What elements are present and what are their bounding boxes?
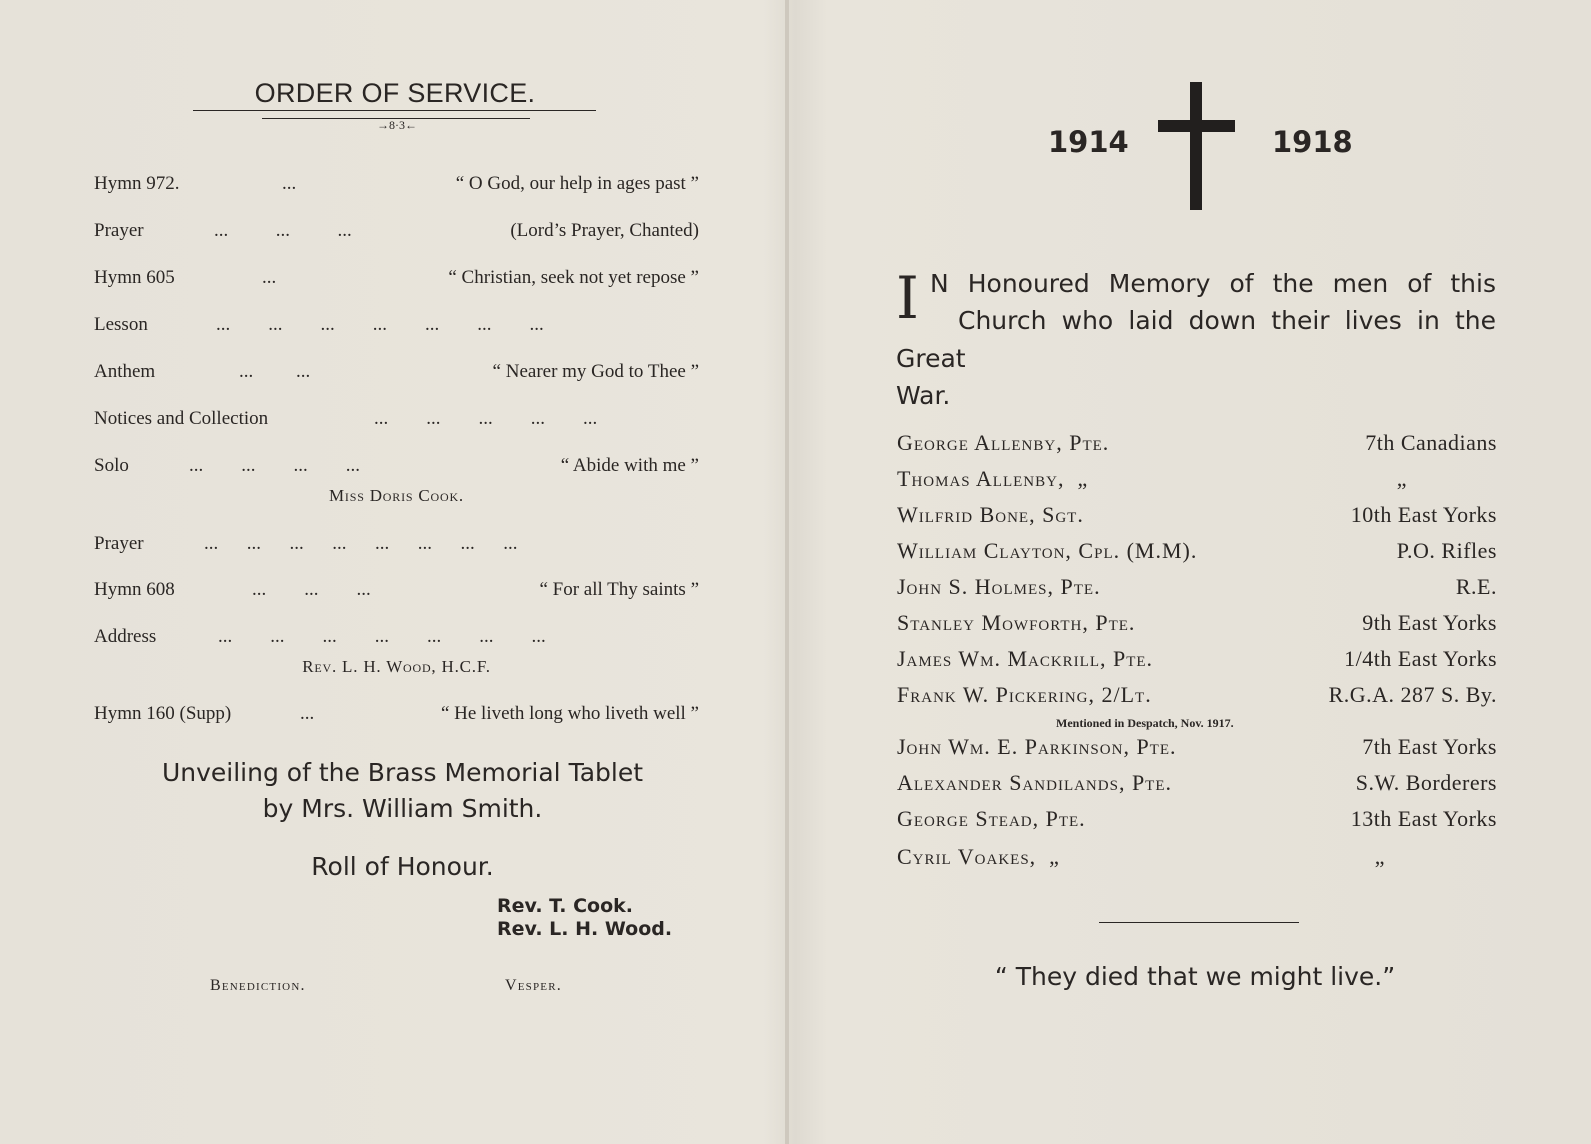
roll-entry — [897, 646, 1497, 676]
leader-dots: ... ... ... ... ... ... ... — [218, 626, 546, 647]
cross-icon — [1190, 82, 1202, 210]
memorial-quote: “ They died that we might live.” — [994, 962, 1396, 991]
leader-dots: ... ... ... ... — [189, 455, 360, 476]
service-item-label: Lesson — [94, 314, 148, 335]
service-item-label: Hymn 160 (Supp) — [94, 703, 232, 724]
solo-performer: Miss Doris Cook. — [329, 486, 464, 505]
soldier-name: Wilfrid Bone, Sgt. — [897, 502, 1084, 527]
soldier-name: James Wm. Mackrill, Pte. — [897, 646, 1154, 671]
roll-entry — [897, 574, 1497, 604]
service-item — [94, 267, 699, 293]
soldier-name: William Clayton, Cpl. (M.M). — [897, 538, 1198, 563]
order-of-service-title: ORDER OF SERVICE. — [254, 78, 536, 108]
year-start: 1914 — [1048, 125, 1129, 159]
service-item-value: “ He liveth long who liveth well ” — [440, 703, 699, 724]
service-item — [94, 314, 699, 340]
leader-dots: ... — [262, 267, 277, 288]
clergy-list — [497, 895, 672, 941]
leader-dots: ... — [300, 703, 315, 724]
service-item-label: Hymn 608 — [94, 579, 175, 600]
soldier-name: John S. Holmes, Pte. — [897, 574, 1101, 599]
roll-entry — [897, 610, 1497, 640]
service-item — [94, 579, 699, 605]
service-item — [94, 173, 699, 199]
dedication-line: Church who laid down their lives in the — [958, 306, 1496, 335]
clergy-name: Rev. L. H. Wood. — [497, 918, 673, 940]
roll-entry — [897, 466, 1497, 496]
roll-entry — [897, 430, 1497, 460]
roll-of-honour-heading: Roll of Honour. — [311, 852, 494, 881]
service-item-value: “ Christian, seek not yet repose ” — [448, 267, 699, 288]
soldier-name: George Stead, Pte. — [897, 806, 1086, 831]
service-item-label: Prayer — [94, 533, 144, 554]
soldier-unit: „ — [1396, 466, 1407, 491]
vesper: Vesper. — [505, 977, 562, 994]
leader-dots: ... ... ... ... ... ... ... ... — [204, 533, 518, 554]
service-item — [94, 220, 699, 246]
leader-dots: ... ... ... ... ... ... ... — [216, 314, 544, 335]
soldier-unit: 9th East Yorks — [1362, 610, 1497, 635]
leader-dots: ... ... ... — [252, 579, 371, 600]
unveiling-note — [100, 755, 705, 827]
service-item-label: Prayer — [94, 220, 144, 241]
service-item-value: “ Abide with me ” — [560, 455, 699, 476]
service-item — [94, 408, 699, 434]
soldier-name: Alexander Sandilands, Pte. — [897, 770, 1173, 795]
leader-dots: ... ... ... ... ... — [374, 408, 598, 429]
cross-icon-arm — [1158, 120, 1235, 132]
leader-dots: ... — [282, 173, 297, 194]
soldier-name: Cyril Voakes, „ — [897, 844, 1060, 869]
title-underline — [193, 110, 596, 111]
dedication-dropcap: I — [896, 264, 919, 332]
soldier-name: Frank W. Pickering, 2/Lt. — [897, 682, 1152, 707]
service-item-value: “ For all Thy saints ” — [539, 579, 699, 600]
service-item — [94, 703, 699, 729]
unveiling-line: by Mrs. William Smith. — [262, 794, 543, 823]
service-item-value: “ Nearer my God to Thee ” — [492, 361, 699, 382]
roll-entry — [897, 538, 1497, 568]
dedication-line: N Honoured Memory of the men of this — [930, 269, 1496, 298]
soldier-unit: P.O. Rifles — [1396, 538, 1497, 563]
card-fold — [785, 0, 789, 1144]
soldier-unit: 7th Canadians — [1365, 430, 1497, 455]
service-item — [94, 361, 699, 387]
service-item — [94, 533, 699, 559]
roll-entry — [897, 502, 1497, 532]
address-speaker: Rev. L. H. Wood, H.C.F. — [302, 657, 491, 676]
soldier-name: Stanley Mowforth, Pte. — [897, 610, 1136, 635]
service-item-value: “ O God, our help in ages past ” — [455, 173, 699, 194]
separator-rule — [1099, 922, 1299, 923]
soldier-unit: S.W. Borderers — [1355, 770, 1497, 795]
leader-dots: ... ... — [239, 361, 311, 382]
soldier-name: John Wm. E. Parkinson, Pte. — [897, 734, 1177, 759]
service-item-label: Anthem — [94, 361, 156, 382]
soldier-unit: R.E. — [1455, 574, 1497, 599]
dedication-line: Great War. — [896, 344, 966, 410]
soldier-unit: 1/4th East Yorks — [1344, 646, 1497, 671]
benediction: Benediction. — [210, 977, 306, 994]
soldier-name: George Allenby, Pte. — [897, 430, 1110, 455]
soldier-unit: „ — [1374, 844, 1385, 869]
soldier-unit: R.G.A. 287 S. By. — [1328, 682, 1497, 707]
service-item-label: Notices and Collection — [94, 408, 269, 429]
service-item-label: Solo — [94, 455, 129, 476]
roll-entry — [897, 806, 1497, 836]
roll-entry — [897, 770, 1497, 800]
roll-entry — [897, 844, 1497, 874]
clergy-name: Rev. T. Cook. — [497, 895, 633, 917]
roll-entry — [897, 734, 1497, 764]
year-end: 1918 — [1272, 125, 1353, 159]
unveiling-line: Unveiling of the Brass Memorial Tablet — [161, 758, 644, 787]
soldier-name: Thomas Allenby, „ — [897, 466, 1089, 491]
service-item — [94, 626, 699, 652]
leader-dots: ... ... ... — [214, 220, 352, 241]
service-item-value: (Lord’s Prayer, Chanted) — [510, 220, 699, 241]
service-item-label: Hymn 972. — [94, 173, 180, 194]
roll-entry — [897, 682, 1497, 712]
soldier-unit: 10th East Yorks — [1350, 502, 1497, 527]
despatch-mention: Mentioned in Despatch, Nov. 1917. — [1056, 716, 1234, 730]
service-item-label: Address — [94, 626, 157, 647]
soldier-unit: 7th East Yorks — [1362, 734, 1497, 759]
soldier-unit: 13th East Yorks — [1350, 806, 1497, 831]
ornament-flourish: →8·3← — [377, 118, 417, 132]
service-item-label: Hymn 605 — [94, 267, 175, 288]
service-item — [94, 455, 699, 481]
